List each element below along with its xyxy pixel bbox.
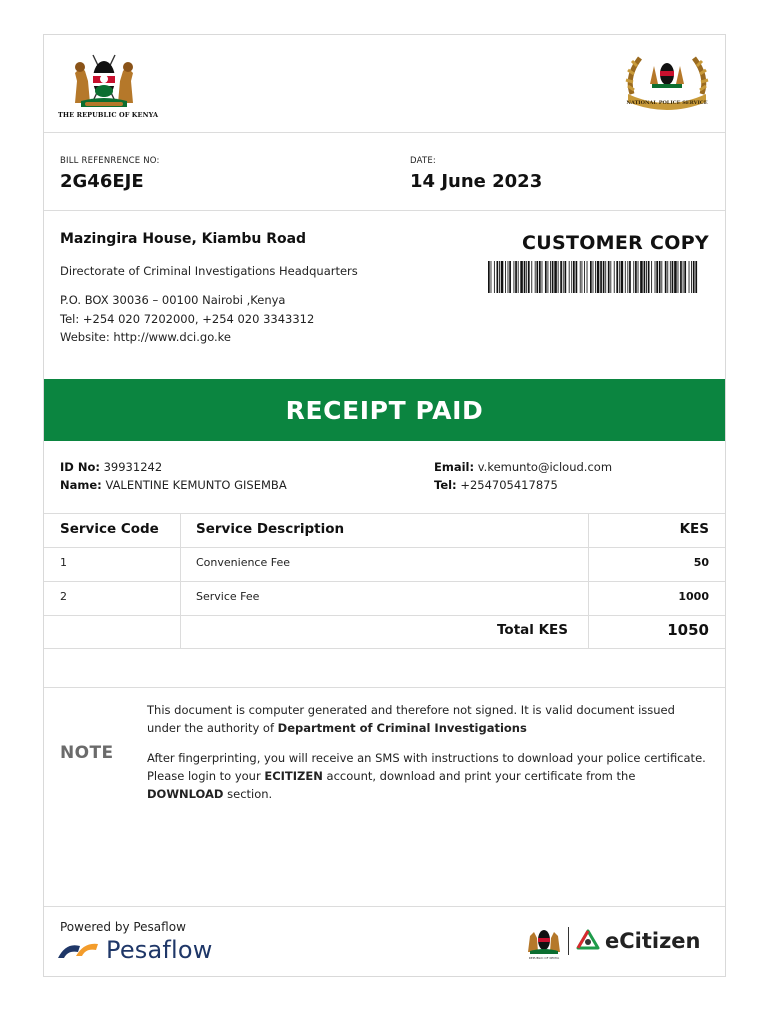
barcode-bar: [590, 261, 592, 293]
note-label: NOTE: [60, 743, 114, 763]
table-header-kes: KES: [679, 521, 709, 537]
barcode-bar: [536, 261, 538, 293]
note-paragraph-2: [147, 749, 712, 803]
barcode-bar: [542, 261, 543, 293]
customer-name: [60, 478, 287, 492]
barcode-bar: [693, 261, 695, 293]
barcode-bar: [593, 261, 594, 293]
barcode-bar: [497, 261, 499, 293]
divider: [44, 132, 725, 133]
customer-copy-label: CUSTOMER COPY: [522, 232, 709, 254]
ecitizen-logo-text: eCitizen: [605, 929, 701, 953]
receipt-status-text: RECEIPT PAID: [285, 395, 484, 425]
note-text: account, download and print your certificate from the: [322, 769, 636, 783]
table-border: [44, 615, 725, 616]
table-row-code: 1: [60, 556, 67, 569]
date-value: 14 June 2023: [410, 171, 543, 192]
barcode-bar: [603, 261, 605, 293]
barcode-bar: [656, 261, 658, 293]
customer-email: [434, 460, 612, 474]
barcode-bar: [684, 261, 686, 293]
date-label: DATE:: [410, 156, 436, 166]
barcode-bar: [629, 261, 631, 293]
barcode-bar: [674, 261, 677, 293]
barcode-bar: [597, 261, 600, 293]
barcode-bar: [659, 261, 661, 293]
divider: [44, 687, 725, 688]
table-border: [44, 513, 725, 514]
barcode-bar: [515, 261, 517, 293]
barcode-bar: [560, 261, 562, 293]
powered-by-text: Powered by Pesaflow: [60, 920, 186, 934]
note-paragraph-1: [147, 701, 712, 737]
barcode-bar: [499, 261, 500, 293]
office-name: Directorate of Criminal Investigations Headquarters: [60, 264, 358, 278]
table-row-amount: 1000: [678, 590, 709, 603]
receipt-status-banner: [44, 379, 725, 441]
pesaflow-mark-icon: [58, 940, 100, 960]
barcode-bar: [524, 261, 526, 293]
kenya-coat-of-arms-logo: [58, 51, 159, 123]
customer-tel-value: +254705417875: [460, 478, 558, 492]
barcode-bar: [633, 261, 634, 293]
barcode-bar: [610, 261, 611, 293]
barcode-bar: [514, 261, 515, 293]
barcode-bar: [565, 261, 567, 293]
barcode-bar: [573, 261, 575, 293]
barcode-bar: [665, 261, 667, 293]
barcode-bar: [587, 261, 588, 293]
barcode-bar: [670, 261, 671, 293]
office-address-title: Mazingira House, Kiambu Road: [60, 231, 307, 247]
total-label: Total KES: [497, 622, 568, 638]
note-text: This document is computer generated and therefore not signed. It is valid document issued under the authority of: [147, 703, 675, 735]
barcode: [488, 261, 698, 293]
note-text: section.: [223, 787, 273, 801]
barcode-bar: [505, 261, 506, 293]
table-header-service-description: Service Description: [196, 521, 345, 537]
ecitizen-caption: REPUBLIC OF KENYA: [528, 956, 560, 960]
barcode-bar: [576, 261, 578, 293]
barcode-bar: [584, 261, 585, 293]
barcode-bar: [616, 261, 618, 293]
barcode-bar: [569, 261, 570, 293]
barcode-bar: [646, 261, 647, 293]
barcode-bar: [501, 261, 504, 293]
barcode-bar: [554, 261, 557, 293]
table-border: [44, 581, 725, 582]
barcode-bar: [595, 261, 596, 293]
customer-telephone: [434, 478, 558, 492]
kenya-logo-caption: THE REPUBLIC OF KENYA: [58, 111, 159, 119]
table-row-description: Convenience Fee: [196, 556, 290, 569]
barcode-bar: [678, 261, 679, 293]
barcode-bar: [526, 261, 527, 293]
barcode-bar: [605, 261, 606, 293]
barcode-bar: [488, 261, 490, 293]
barcode-bar: [558, 261, 559, 293]
bill-reference-value: 2G46EJE: [60, 171, 144, 192]
table-row-code: 2: [60, 590, 67, 603]
table-row-amount: 50: [693, 556, 709, 569]
customer-id-value: 39931242: [103, 460, 163, 474]
barcode-bar: [635, 261, 637, 293]
barcode-bar: [509, 261, 511, 293]
total-value: 1050: [667, 621, 709, 639]
barcode-bar: [683, 261, 684, 293]
divider: [44, 906, 725, 907]
barcode-bar: [550, 261, 551, 293]
barcode-bar: [655, 261, 656, 293]
barcode-bar: [640, 261, 643, 293]
barcode-bar: [563, 261, 564, 293]
barcode-bar: [680, 261, 682, 293]
note-authority: Department of Criminal Investigations: [277, 721, 527, 735]
customer-tel-label: Tel:: [434, 478, 457, 492]
customer-id: [60, 460, 162, 474]
barcode-bar: [648, 261, 650, 293]
barcode-bar: [571, 261, 572, 293]
office-telephone: Tel: +254 020 7202000, +254 020 3343312: [60, 312, 315, 326]
barcode-bar: [539, 261, 541, 293]
police-logo-caption: NATIONAL POLICE SERVICE: [626, 100, 708, 106]
barcode-bar: [552, 261, 554, 293]
customer-name-value: VALENTINE KEMUNTO GISEMBA: [105, 478, 287, 492]
table-border: [44, 547, 725, 548]
barcode-bar: [638, 261, 639, 293]
ecitizen-coat-of-arms-icon: [526, 922, 562, 960]
barcode-bar: [691, 261, 692, 293]
barcode-bar: [508, 261, 509, 293]
bill-reference-label: BILL REFENRENCE NO:: [60, 156, 160, 166]
office-website: Website: http://www.dci.go.ke: [60, 330, 232, 344]
customer-name-label: Name:: [60, 478, 102, 492]
barcode-bar: [614, 261, 615, 293]
barcode-bar: [548, 261, 549, 293]
logo-separator: [568, 927, 569, 955]
barcode-bar: [491, 261, 492, 293]
barcode-bar: [528, 261, 530, 293]
note-text: After fingerprinting, you will receive an SMS with instructions to download your police certificate. Please login to your: [147, 751, 706, 783]
note-ecitizen: ECITIZEN: [264, 769, 323, 783]
office-po-box: P.O. BOX 30036 – 00100 Nairobi ,Kenya: [60, 293, 286, 307]
pesaflow-logo: [58, 935, 213, 965]
barcode-bar: [535, 261, 536, 293]
table-header-service-code: Service Code: [60, 521, 159, 537]
ecitizen-mark-icon: [575, 928, 601, 954]
barcode-bar: [600, 261, 602, 293]
national-police-service-logo: [622, 50, 714, 114]
receipt-document: [43, 34, 726, 977]
barcode-bar: [608, 261, 610, 293]
barcode-bar: [627, 261, 628, 293]
barcode-bar: [667, 261, 668, 293]
barcode-bar: [619, 261, 620, 293]
barcode-bar: [621, 261, 624, 293]
pesaflow-logo-text: Pesaflow: [106, 936, 213, 964]
barcode-bar: [689, 261, 690, 293]
barcode-bar: [672, 261, 674, 293]
barcode-bar: [545, 261, 547, 293]
barcode-bar: [651, 261, 652, 293]
table-border: [44, 648, 725, 649]
customer-email-value: v.kemunto@icloud.com: [477, 460, 613, 474]
divider: [44, 210, 725, 211]
barcode-bar: [520, 261, 523, 293]
barcode-bar: [625, 261, 626, 293]
barcode-bar: [661, 261, 662, 293]
barcode-bar: [582, 261, 583, 293]
barcode-bar: [494, 261, 495, 293]
customer-email-label: Email:: [434, 460, 475, 474]
ecitizen-logo: [526, 921, 701, 961]
table-row-description: Service Fee: [196, 590, 260, 603]
barcode-bar: [644, 261, 646, 293]
table-column-divider: [588, 513, 589, 648]
barcode-bar: [518, 261, 519, 293]
barcode-bar: [695, 261, 697, 293]
barcode-bar: [531, 261, 532, 293]
customer-id-label: ID No:: [60, 460, 100, 474]
note-download: DOWNLOAD: [147, 787, 224, 801]
barcode-bar: [580, 261, 581, 293]
table-column-divider: [180, 513, 181, 648]
